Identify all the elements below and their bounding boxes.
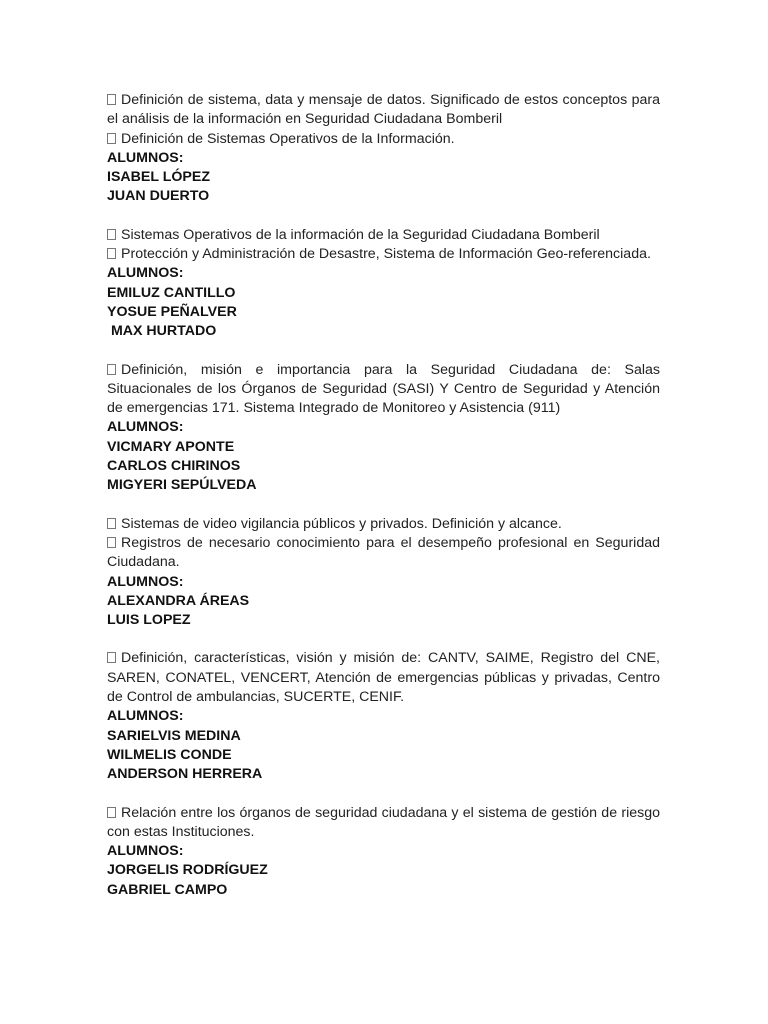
student-name: EMILUZ CANTILLO xyxy=(107,284,236,301)
topic-text: Registros de necesario conocimiento para el desempeño profesional en Seguridad Ciudadana. xyxy=(107,534,660,571)
topic-line xyxy=(107,91,660,130)
topic-text: Relación entre los órganos de seguridad ciudadana y el sistema de gestión de riesgo con estas Instituciones. xyxy=(107,804,660,840)
square-bullet-icon xyxy=(107,229,116,240)
students-label: ALUMNOS: xyxy=(107,149,184,166)
square-bullet-icon xyxy=(107,518,116,529)
students-label: ALUMNOS: xyxy=(107,708,184,725)
topic-text: Protección y Administración de Desastre, Sistema de Información Geo-referenciada. xyxy=(121,246,651,263)
square-bullet-icon xyxy=(107,807,116,818)
topic-text: Definición de Sistemas Operativos de la Información. xyxy=(121,130,455,147)
student-name: WILMELIS CONDE xyxy=(107,746,232,763)
students-label: ALUMNOS: xyxy=(107,265,184,282)
topic-line xyxy=(107,804,660,843)
student-name: CARLOS CHIRINOS xyxy=(107,458,241,475)
square-bullet-icon xyxy=(107,133,116,144)
topic-text: Definición, misión e importancia para la Seguridad Ciudadana de: Salas Situacionales de los Órganos de Seguridad (SASI) Y Centro de Seguridad y Atención de emergencias 171. Sistema Integrado de Monitoreo y Asistencia (911) xyxy=(107,361,660,417)
topic-line xyxy=(107,361,660,419)
student-name: SARIELVIS MEDINA xyxy=(107,727,241,744)
student-name: JORGELIS RODRÍGUEZ xyxy=(107,862,268,879)
student-name: ISABEL LÓPEZ xyxy=(107,169,211,186)
topic-text: Sistemas de video vigilancia públicos y privados. Definición y alcance. xyxy=(121,515,562,532)
square-bullet-icon xyxy=(107,652,116,663)
topic-group xyxy=(107,804,660,900)
topic-group xyxy=(107,226,660,342)
topic-group xyxy=(107,649,660,784)
students-label: ALUMNOS: xyxy=(107,419,184,436)
students-label: ALUMNOS: xyxy=(107,843,184,860)
student-name: MAX HURTADO xyxy=(107,323,217,340)
topic-text: Definición de sistema, data y mensaje de datos. Significado de estos conceptos para el análisis de la información en Seguridad Ciudadana Bomberil xyxy=(107,92,660,128)
topic-line xyxy=(107,649,660,707)
student-name: ALEXANDRA ÁREAS xyxy=(107,592,250,609)
topic-line xyxy=(107,130,660,149)
square-bullet-icon xyxy=(107,364,116,375)
student-name: YOSUE PEÑALVER xyxy=(107,303,237,320)
topic-line xyxy=(107,245,660,264)
topic-text: Definición, características, visión y misión de: CANTV, SAIME, Registro del CNE, SAREN, CONATEL, VENCERT, Atención de emergencias públicas y privadas, Centro de Control de ambulancias, SUCERTE, CENIF. xyxy=(107,650,660,706)
topic-group xyxy=(107,361,660,496)
student-name: JUAN DUERTO xyxy=(107,188,210,205)
student-name: ANDERSON HERRERA xyxy=(107,766,263,783)
student-name: LUIS LOPEZ xyxy=(107,612,191,629)
topic-group xyxy=(107,91,660,207)
topic-line xyxy=(107,534,660,573)
topic-line xyxy=(107,226,660,245)
student-name: VICMARY APONTE xyxy=(107,438,235,455)
students-label: ALUMNOS: xyxy=(107,573,184,590)
topic-text: Sistemas Operativos de la información de la Seguridad Ciudadana Bomberil xyxy=(121,226,600,243)
topic-line xyxy=(107,515,660,534)
student-name: GABRIEL CAMPO xyxy=(107,881,228,898)
document-page xyxy=(107,91,660,919)
square-bullet-icon xyxy=(107,248,116,259)
square-bullet-icon xyxy=(107,94,116,105)
square-bullet-icon xyxy=(107,537,116,548)
student-name: MIGYERI SEPÚLVEDA xyxy=(107,477,257,494)
topic-group xyxy=(107,515,660,631)
